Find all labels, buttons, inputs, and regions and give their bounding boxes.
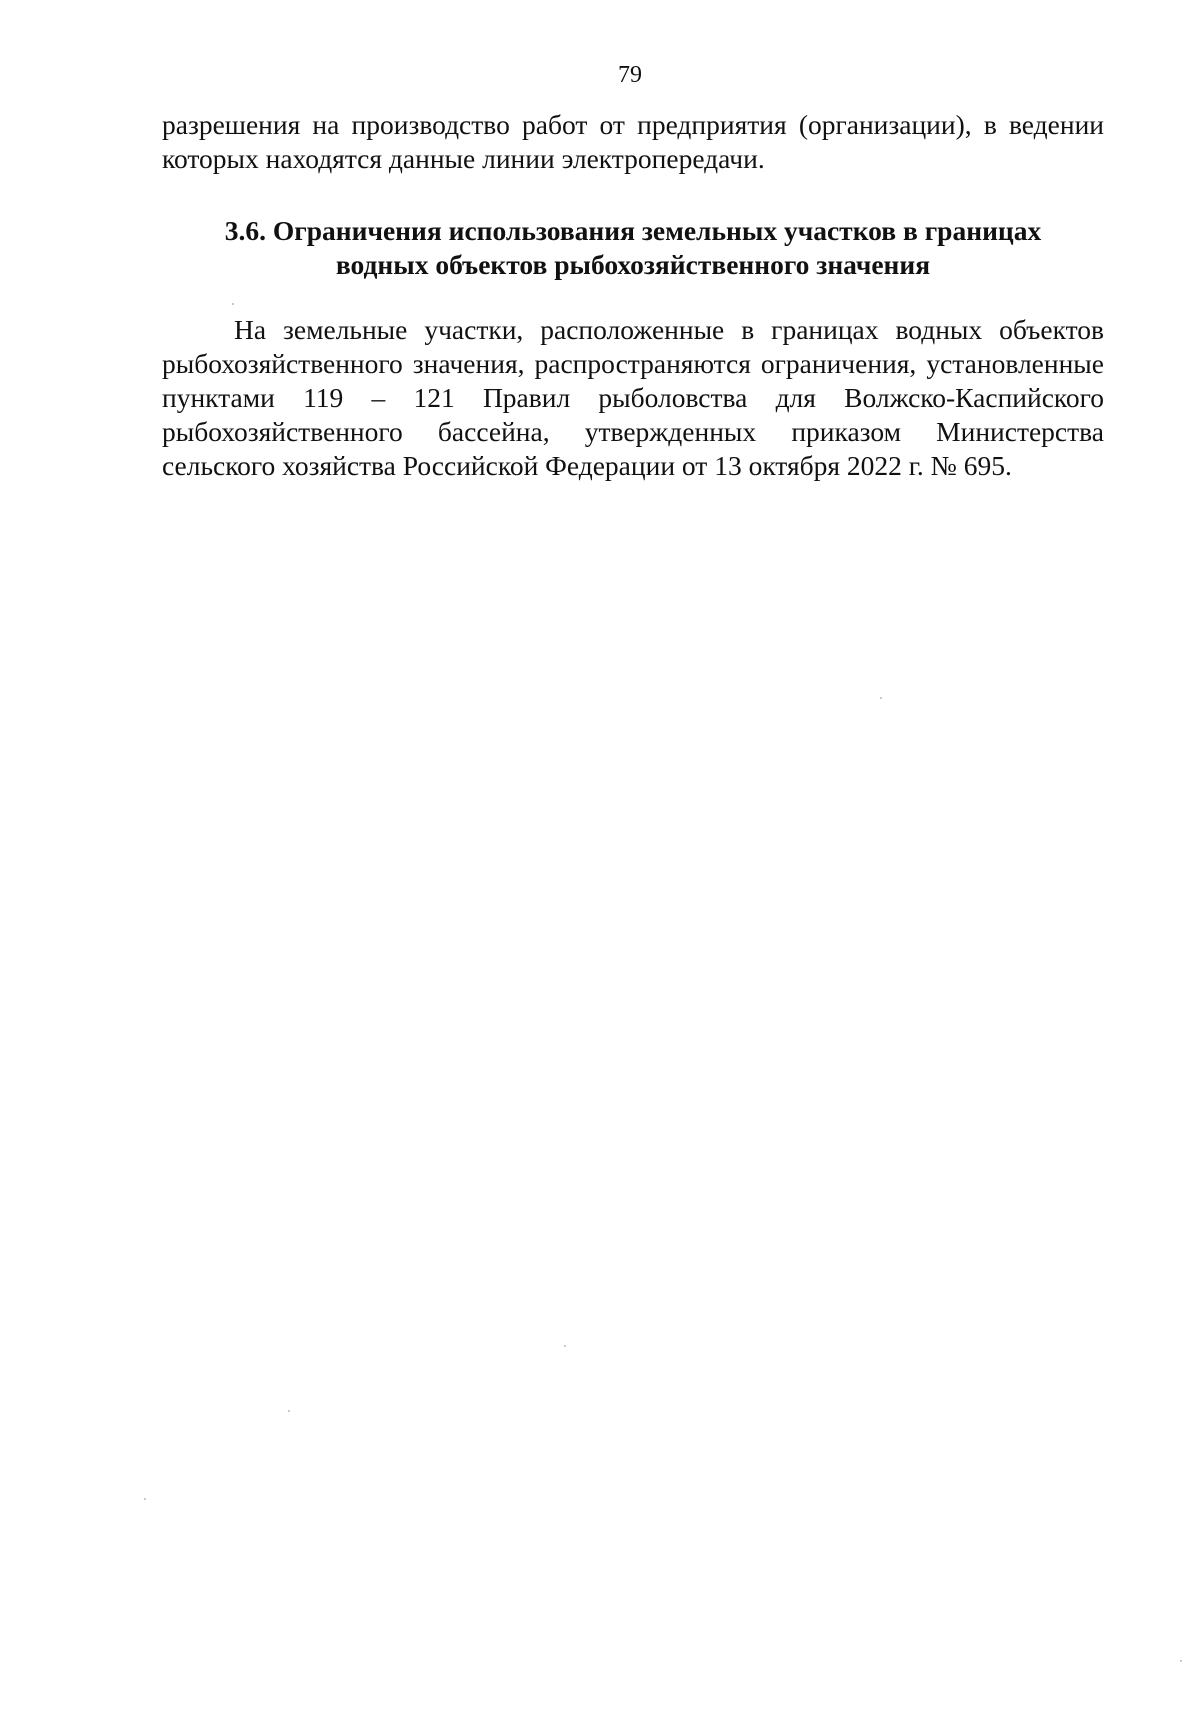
scan-speck	[1180, 1660, 1182, 1662]
scan-speck	[144, 1498, 146, 1500]
section-body-paragraph: На земельные участки, расположенные в границах водных объектов рыбохозяйственного значения, распространяются ограничения, установленные пунктами 119 – 121 Правил рыболовства для Волжско-Каспийского рыбохозяйственного бассейна, утвержденных приказом Министерства сельского хозяйства Российской Федерации от 13 октября 2022 г. № 695.	[162, 314, 1104, 481]
section-heading-line-2: водных объектов рыбохозяйственного значения	[335, 249, 931, 280]
section-heading-line-1: 3.6. Ограничения использования земельных участков в границах	[224, 215, 1042, 246]
scan-speck	[288, 1410, 290, 1412]
page-number: 79	[618, 62, 642, 88]
scan-speck	[564, 1345, 566, 1347]
scan-speck	[232, 303, 234, 305]
scan-speck	[880, 697, 882, 699]
section-heading	[162, 214, 1104, 282]
continuation-paragraph: разрешения на производство работ от предприятия (организации), в ведении которых находятся данные линии электропередачи.	[162, 109, 1104, 174]
